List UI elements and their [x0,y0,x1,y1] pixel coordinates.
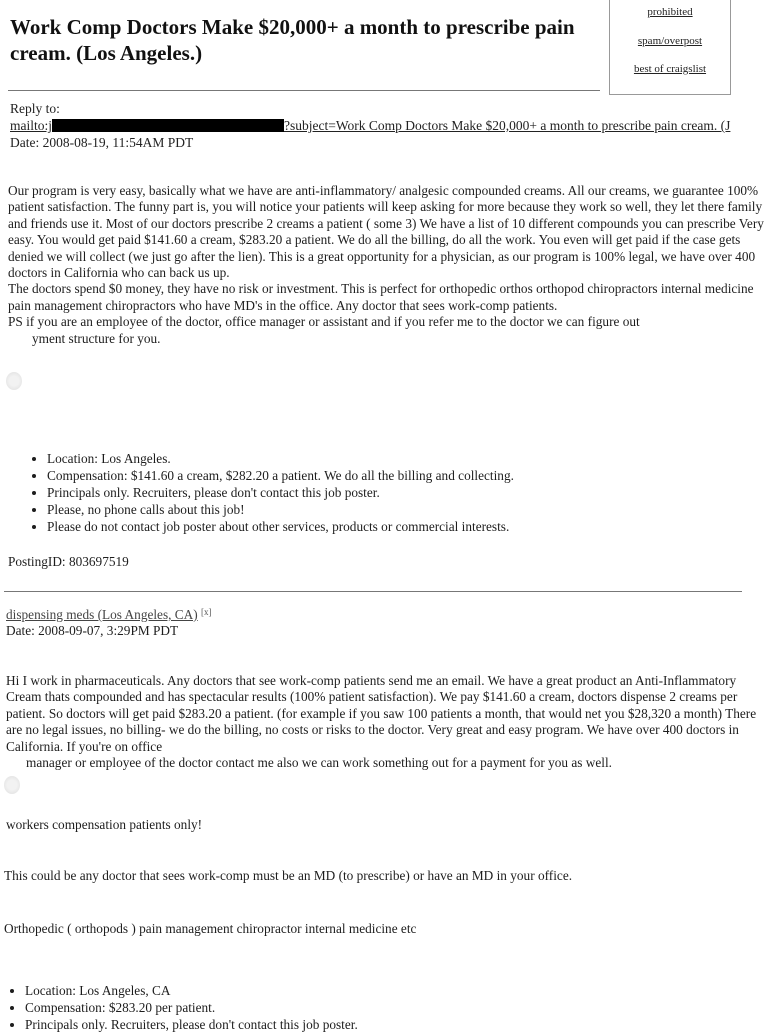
flag-box [609,0,731,95]
post-date: Date: 2008-08-19, 11:54AM PDT [10,135,194,150]
list-item: • Compensation: $141.60 a cream, $282.20 a patient. We do all the billing and collecting. [47,467,768,484]
body-paragraph: The doctors spend $0 money, they have no risk or investment. This is perfect for orthopedic orthos orthopod chiropractors internal medicine pain management chiropractors who have MD's in the office. Any doctor that sees work-comp patients. [8,281,754,313]
post-title: Work Comp Doctors Make $20,000+ a month to prescribe pain cream. (Los Angeles.) [10,15,575,65]
list-item: • Location: Los Angeles. [47,450,768,467]
list-item: • Please do not contact job poster about other services, products or commercial interests. [47,518,768,535]
list-item: • Principals only. Recruiters, please don't contact this job poster. [25,1016,765,1033]
scan-smudge [6,372,22,390]
body-paragraph: PS if you are an employee of the doctor, office manager or assistant and if you refer me to the doctor we can figure out [8,314,640,330]
post-divider [4,591,742,592]
body-paragraph: manager or employee of the doctor contact me also we can work something out for a payment for you as well. [26,755,612,771]
reply-to-label: Reply to: [10,101,60,116]
flag-prohibited-link[interactable]: prohibited [647,6,693,18]
scan-smudge [4,776,20,794]
post2-line: Orthopedic ( orthopods ) pain management chiropractor internal medicine etc [4,921,417,936]
mailto-subject: ?subject=Work Comp Doctors Make $20,000+ a month to prescribe pain cream. (J [284,118,731,133]
flag-spam-link[interactable]: spam/overpost [637,35,703,47]
post-details-list [0,450,768,535]
post-body [8,183,764,347]
redacted-email [52,119,284,132]
mailto-prefix: mailto:j [10,118,52,133]
title-divider [8,90,600,91]
posting-id: PostingID: 803697519 [8,554,129,569]
body-paragraph: yment structure for you. [32,330,161,346]
post2-details-list [0,982,765,1033]
flag-best-of-link[interactable]: best of craigslist [633,63,707,75]
reply-mailto-link[interactable] [10,117,768,134]
list-item: • Compensation: $283.20 per patient. [25,999,765,1016]
post2-date: Date: 2008-09-07, 3:29PM PDT [6,623,179,638]
post2-body [6,673,764,771]
post2-title-marker: [x] [201,607,212,617]
post2-title [6,604,212,623]
post2-title-link[interactable]: dispensing meds (Los Angeles, CA) [6,607,198,622]
post2-line: This could be any doctor that sees work-comp must be an MD (to prescribe) or have an MD in your office. [4,868,573,883]
body-paragraph: Our program is very easy, basically what we have are anti-inflammatory/ analgesic compounded creams. All our creams, we guarantee 100% patient satisfaction. The funny part is, you will notice your patients will keep asking for more because they work so well, they let there family and friends use it. Most of our doctors prescribe 2 creams a patient ( some 3) We have a list of 10 different compounds you can prescribe Very easy. You would get paid $141.60 a cream, $283.20 a patient. We do all the billing, do all the work. You even will get paid if the case gets denied we will collect (we just go after the lien). This is a great opportunity for a physician, as our program is 100% legal, we have over 400 doctors in California who can back us up. [8,183,764,281]
list-item: • Please, no phone calls about this job! [47,501,768,518]
list-item: • Location: Los Angeles, CA [25,982,765,999]
post2-line: workers compensation patients only! [6,817,203,832]
body-paragraph: Hi I work in pharmaceuticals. Any doctors that see work-comp patients send me an email. We have a great product an Anti-Inflammatory Cream thats compounded and has spectacular results (100% patient satisfaction). We pay $141.60 a cream, doctors dispense 2 creams per patient. So doctors will get paid $283.20 a patient. (for example if you saw 100 patients a month, that would net you $28,320 a month) There are no legal issues, no billing- we do the billing, no costs or risks to the doctor. Very great and easy program. We have over 400 doctors in California. If you're on office [6,673,757,754]
list-item: • Principals only. Recruiters, please don't contact this job poster. [47,484,768,501]
